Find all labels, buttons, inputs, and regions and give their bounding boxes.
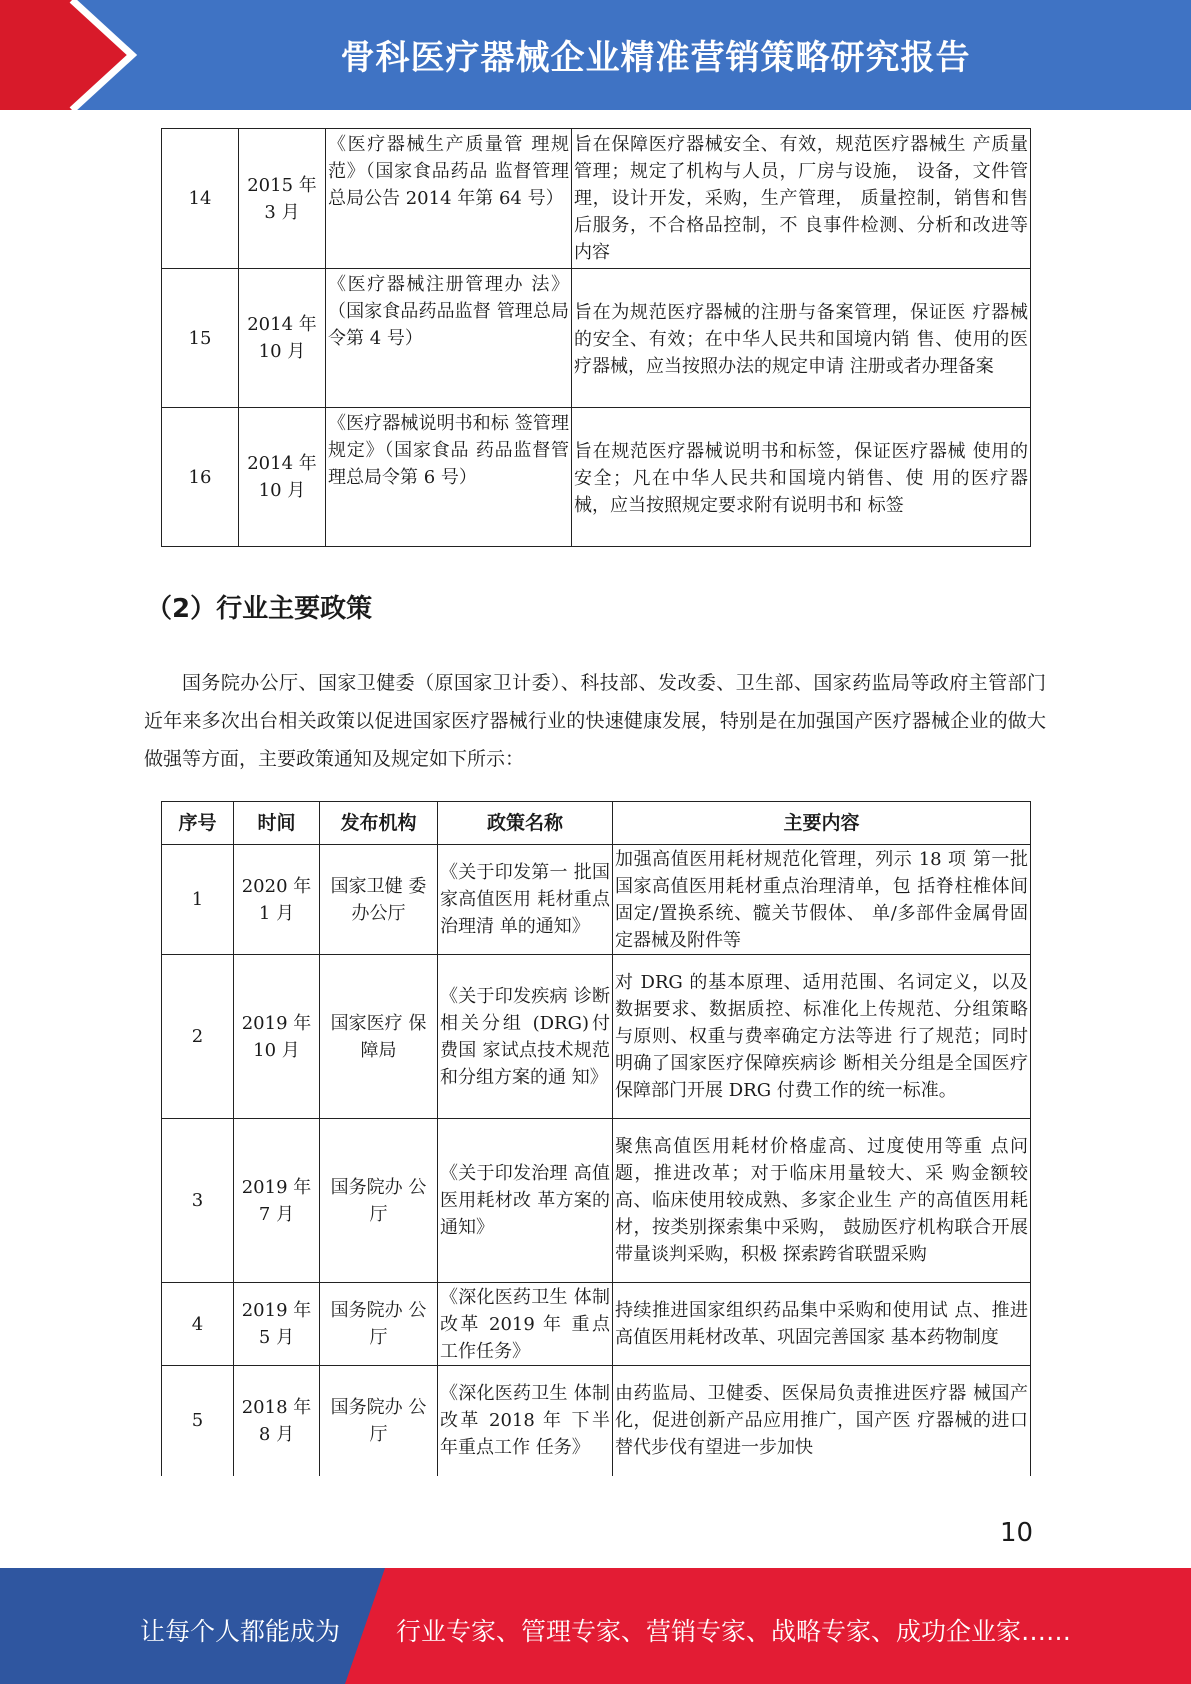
row-date: 2020 年 1 月: [234, 845, 320, 955]
header-date: 时间: [234, 802, 320, 845]
row-org: 国务院办 公厅: [320, 1119, 438, 1283]
page-header: [0, 0, 1191, 110]
row-number: 3: [162, 1119, 234, 1283]
regulation-description: 旨在为规范医疗器械的注册与备案管理，保证医 疗器械的安全、有效；在中华人民共和国境内销 售、使用的医疗器械，应当按照办法的规定申请 注册或者办理备案: [572, 269, 1031, 408]
regulations-table: [161, 128, 1031, 547]
row-org: 国务院办 公厅: [320, 1366, 438, 1476]
policy-content: 加强高值医用耗材规范化管理，列示 18 项 第一批国家高值医用耗材重点治理清单，包 括脊柱椎体间固定/置换系统、髋关节假体、 单/多部件金属骨固定器械及附件等: [613, 845, 1031, 955]
report-title: 骨科医疗器械企业精准营销策略研究报告: [340, 38, 971, 78]
row-number: 1: [162, 845, 234, 955]
regulation-name: 《医疗器械生产质量管 理规范》（国家食品药品 监督管理总局公告 2014 年第 64 号）: [326, 129, 572, 269]
row-number: 4: [162, 1283, 234, 1366]
row-number: 14: [162, 129, 239, 269]
row-date: 2014 年 10 月: [239, 269, 326, 408]
policy-name: 《关于印发治理 高值医用耗材改 革方案的通知》: [438, 1119, 613, 1283]
regulation-name: 《医疗器械说明书和标 签管理规定》（国家食品 药品监督管理总局令第 6 号）: [326, 408, 572, 547]
row-org: 国家卫健 委办公厅: [320, 845, 438, 955]
header-org: 发布机构: [320, 802, 438, 845]
row-number: 15: [162, 269, 239, 408]
table-row: [162, 1366, 1031, 1476]
row-org: 国家医疗 保障局: [320, 955, 438, 1119]
table-row: [162, 1283, 1031, 1366]
table-row: [162, 845, 1031, 955]
row-number: 16: [162, 408, 239, 547]
row-date: 2018 年 8 月: [234, 1366, 320, 1476]
table-row: [162, 269, 1031, 408]
policy-content: 持续推进国家组织药品集中采购和使用试 点、推进高值医用耗材改革、巩固完善国家 基本药物制度: [613, 1283, 1031, 1366]
section-paragraph: 国务院办公厅、国家卫健委（原国家卫计委）、科技部、发改委、卫生部、国家药监局等政府主管部门近年来多次出台相关政策以促进国家医疗器械行业的快速健康发展，特别是在加强国产医疗器械企业的做大做强等方面，主要政策通知及规定如下所示：: [144, 672, 1046, 770]
regulation-description: 旨在规范医疗器械说明书和标签，保证医疗器械 使用的安全；凡在中华人民共和国境内销售、使 用的医疗器械，应当按照规定要求附有说明书和 标签: [572, 408, 1031, 547]
row-date: 2019 年 10 月: [234, 955, 320, 1119]
page-footer: [0, 1568, 1191, 1684]
regulation-name: 《医疗器械注册管理办 法》（国家食品药品监督 管理总局令第 4 号）: [326, 269, 572, 408]
table-row: [162, 955, 1031, 1119]
policy-name: 《深化医药卫生 体制改革 2019 年 重点工作任务》: [438, 1283, 613, 1366]
policy-content: 由药监局、卫健委、医保局负责推进医疗器 械国产化，促进创新产品应用推广，国产医 疗器械的进口替代步伐有望进一步加快: [613, 1366, 1031, 1476]
row-date: 2019 年 7 月: [234, 1119, 320, 1283]
header-policy-name: 政策名称: [438, 802, 613, 845]
section-heading: （2）行业主要政策: [146, 594, 373, 624]
policy-content: 聚焦高值医用耗材价格虚高、过度使用等重 点问题，推进改革；对于临床用量较大、采 购金额较高、临床使用较成熟、多家企业生 产的高值医用耗材，按类别探索集中采购， 鼓励医疗机构联合开展带量谈判采购，积极 探索跨省联盟采购: [613, 1119, 1031, 1283]
regulation-description: 旨在保障医疗器械安全、有效，规范医疗器械生 产质量管理；规定了机构与人员，厂房与设施， 设备，文件管理，设计开发，采购，生产管理， 质量控制，销售和售后服务，不合格品控制，不 良事件检测、分析和改进等内容: [572, 129, 1031, 269]
page-number: 10: [1000, 1518, 1034, 1548]
row-date: 2014 年 10 月: [239, 408, 326, 547]
row-date: 2019 年 5 月: [234, 1283, 320, 1366]
footer-slogan-left: 让每个人都能成为: [140, 1617, 341, 1646]
row-number: 2: [162, 955, 234, 1119]
footer-slogan-right: 行业专家、管理专家、营销专家、战略专家、成功企业家……: [396, 1617, 1072, 1646]
row-org: 国务院办 公厅: [320, 1283, 438, 1366]
header-red-arrow: [0, 0, 150, 110]
policy-name: 《深化医药卫生 体制改革 2018 年 下半年重点工作 任务》: [438, 1366, 613, 1476]
table-header-row: [162, 802, 1031, 845]
policy-table: [161, 801, 1031, 1476]
header-content: 主要内容: [613, 802, 1031, 845]
policy-name: 《关于印发第一 批国家高值医用 耗材重点治理清 单的通知》: [438, 845, 613, 955]
table-row: [162, 1119, 1031, 1283]
table-row: [162, 129, 1031, 269]
header-no: 序号: [162, 802, 234, 845]
policy-content: 对 DRG 的基本原理、适用范围、名词定义，以及数据要求、数据质控、标准化上传规范、分组策略与原则、权重与费率确定方法等进 行了规范；同时明确了国家医疗保障疾病诊 断相关分组是全国医疗保障部门开展 DRG 付费工作的统一标准。: [613, 955, 1031, 1119]
table-row: [162, 408, 1031, 547]
policy-name: 《关于印发疾病 诊断相关分组 (DRG)付费国 家试点技术规范 和分组方案的通 知》: [438, 955, 613, 1119]
row-date: 2015 年 3 月: [239, 129, 326, 269]
row-number: 5: [162, 1366, 234, 1476]
